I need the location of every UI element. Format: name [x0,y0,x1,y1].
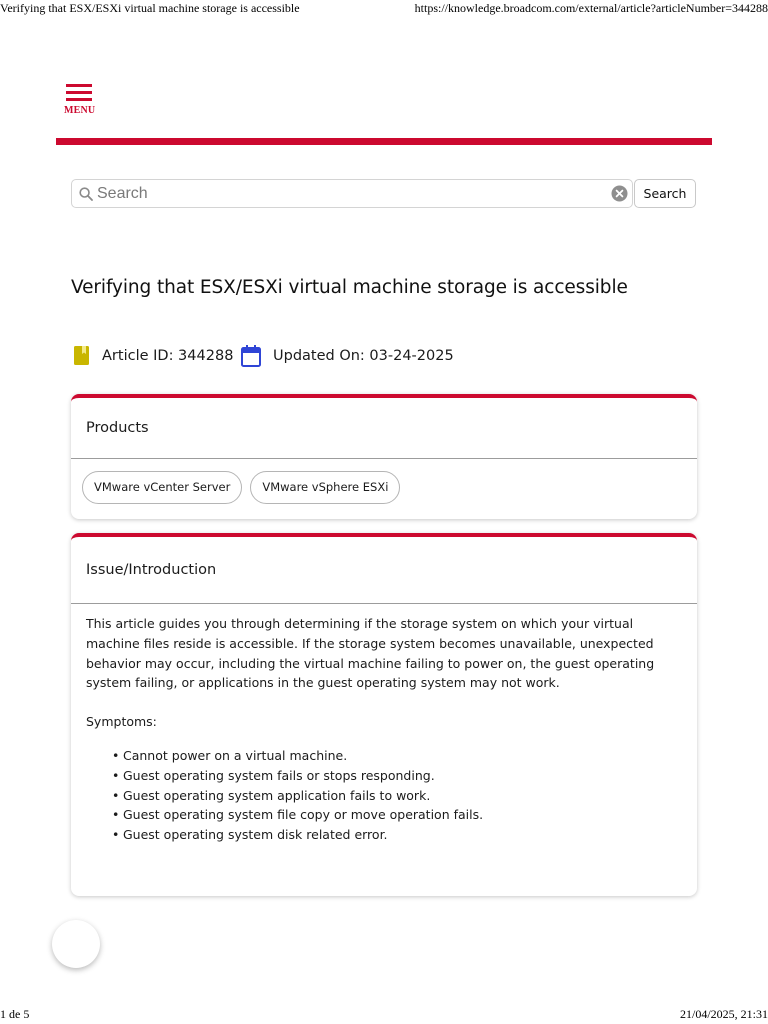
calendar-icon [241,345,261,367]
print-footer [0,1006,768,1024]
symptoms-label: Symptoms: [86,714,157,730]
issue-body [71,604,697,845]
issue-intro: This article guides you through determining if the storage system on which your virtual machine files reside is accessible. If the storage system becomes unavailable, unexpected behavior may occur, including the virtual machine failing to power on, the guest operating system failing, or applications in the guest operating system may not work. [86,616,655,691]
article-updated-text: Updated On: 03-24-2025 [273,348,454,364]
issue-card [71,533,697,896]
header-divider [56,138,712,145]
print-url: https://knowledge.broadcom.com/external/article?articleNumber=344288 [414,1,768,15]
issue-heading: Issue/Introduction [71,537,697,604]
list-item: • Guest operating system application fails to work. [123,786,667,806]
search-icon [79,186,93,205]
bookmark-icon [74,346,90,366]
print-page-count: 1 de 5 [0,1007,30,1021]
search-box [71,179,633,208]
print-header [0,0,768,18]
products-heading: Products [71,398,697,459]
list-item: • Guest operating system fails or stops responding. [123,766,667,786]
list-item: • Guest operating system file copy or move operation fails. [123,805,667,825]
product-chip[interactable]: VMware vCenter Server [82,471,242,504]
menu-label: MENU [64,105,96,116]
print-page-title: Verifying that ESX/ESXi virtual machine storage is accessible [0,1,300,15]
search-button[interactable]: Search [634,179,696,208]
list-item: • Guest operating system disk related error. [123,825,667,845]
products-card [71,394,697,519]
symptoms-list [86,746,667,845]
list-item: • Cannot power on a virtual machine. [123,746,667,766]
article-id [74,344,233,368]
floating-action-button[interactable] [52,920,100,968]
close-circle-icon[interactable] [611,185,628,206]
search-input[interactable] [97,183,597,204]
page-title: Verifying that ESX/ESXi virtual machine storage is accessible [71,277,628,298]
product-chip[interactable]: VMware vSphere ESXi [250,471,400,504]
article-id-text: Article ID: 344288 [102,348,234,364]
article-updated [241,344,454,368]
menu-button[interactable] [64,84,98,116]
hamburger-icon [64,84,98,101]
print-timestamp: 21/04/2025, 21:31 [679,1007,768,1021]
product-chip-list [71,459,697,504]
